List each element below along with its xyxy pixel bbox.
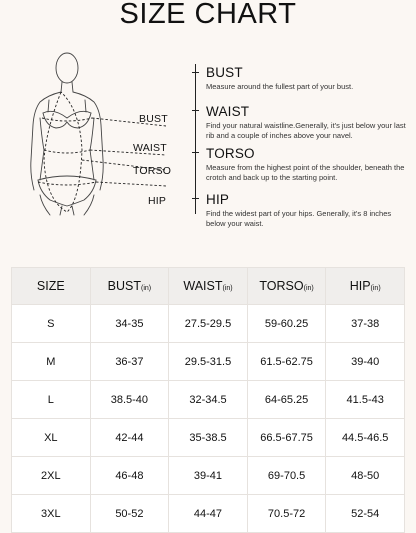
table-row [12, 305, 405, 343]
table-cell: 52-54 [326, 495, 405, 533]
table-cell: 50-52 [90, 495, 169, 533]
divider-tick [192, 152, 199, 153]
divider-tick [192, 198, 199, 199]
description-title: HIP [206, 192, 230, 207]
table-cell: 2XL [12, 457, 91, 495]
figure-label-waist: WAIST [133, 142, 167, 154]
description-title: TORSO [206, 146, 255, 161]
table-cell: L [12, 381, 91, 419]
table-cell: 39-41 [169, 457, 248, 495]
description-title: WAIST [206, 104, 250, 119]
table-cell: 44.5-46.5 [326, 419, 405, 457]
table-cell: 61.5-62.75 [247, 343, 326, 381]
table-header-cell: HIP(in) [326, 268, 405, 305]
table-cell: 3XL [12, 495, 91, 533]
divider-tick [192, 72, 199, 73]
table-cell: 66.5-67.75 [247, 419, 326, 457]
table-cell: 39-40 [326, 343, 405, 381]
table-cell: 46-48 [90, 457, 169, 495]
page-title: SIZE CHART [119, 0, 297, 30]
table-cell: 69-70.5 [247, 457, 326, 495]
divider-tick [192, 110, 199, 111]
description-text: Find your natural waistline.Generally, it's just below your last rib and a couple of inches above your navel. [206, 121, 406, 140]
body-figure [0, 0, 200, 250]
table-header-cell: SIZE [12, 268, 91, 305]
table-cell: 64-65.25 [247, 381, 326, 419]
table-cell: 59-60.25 [247, 305, 326, 343]
description-text: Measure around the fullest part of your bust. [206, 82, 354, 91]
divider-line [195, 64, 196, 214]
table-cell: S [12, 305, 91, 343]
table-cell: XL [12, 419, 91, 457]
table-cell: 41.5-43 [326, 381, 405, 419]
table-cell: 34-35 [90, 305, 169, 343]
figure-label-hip: HIP [148, 195, 167, 207]
table-cell: 37-38 [326, 305, 405, 343]
description-text: Find the widest part of your hips. Generally, it's 8 inches below your waist. [206, 209, 392, 228]
description-title: BUST [206, 65, 243, 80]
table-header-cell: WAIST(in) [169, 268, 248, 305]
description-hip [206, 193, 411, 229]
description-waist [206, 105, 411, 141]
table-row [12, 343, 405, 381]
table-cell: 38.5-40 [90, 381, 169, 419]
table-cell: 29.5-31.5 [169, 343, 248, 381]
table-cell: 42-44 [90, 419, 169, 457]
table-cell: 35-38.5 [169, 419, 248, 457]
table-cell: 36-37 [90, 343, 169, 381]
table-cell: M [12, 343, 91, 381]
table-header-cell: TORSO(in) [247, 268, 326, 305]
figure-label-bust: BUST [139, 113, 168, 125]
description-torso [206, 147, 411, 183]
table-cell: 70.5-72 [247, 495, 326, 533]
table-cell: 44-47 [169, 495, 248, 533]
table-row [12, 457, 405, 495]
table-cell: 48-50 [326, 457, 405, 495]
table-header-cell: BUST(in) [90, 268, 169, 305]
table-cell: 27.5-29.5 [169, 305, 248, 343]
table-header-row [12, 268, 405, 305]
description-bust [206, 66, 411, 92]
size-table [11, 267, 405, 533]
figure-label-torso: TORSO [133, 165, 172, 177]
table-row [12, 495, 405, 533]
body-silhouette-icon [0, 0, 200, 250]
description-text: Measure from the highest point of the shoulder, beneath the crotch and back up to the starting point. [206, 163, 405, 182]
table-cell: 32-34.5 [169, 381, 248, 419]
table-row [12, 381, 405, 419]
table-row [12, 419, 405, 457]
